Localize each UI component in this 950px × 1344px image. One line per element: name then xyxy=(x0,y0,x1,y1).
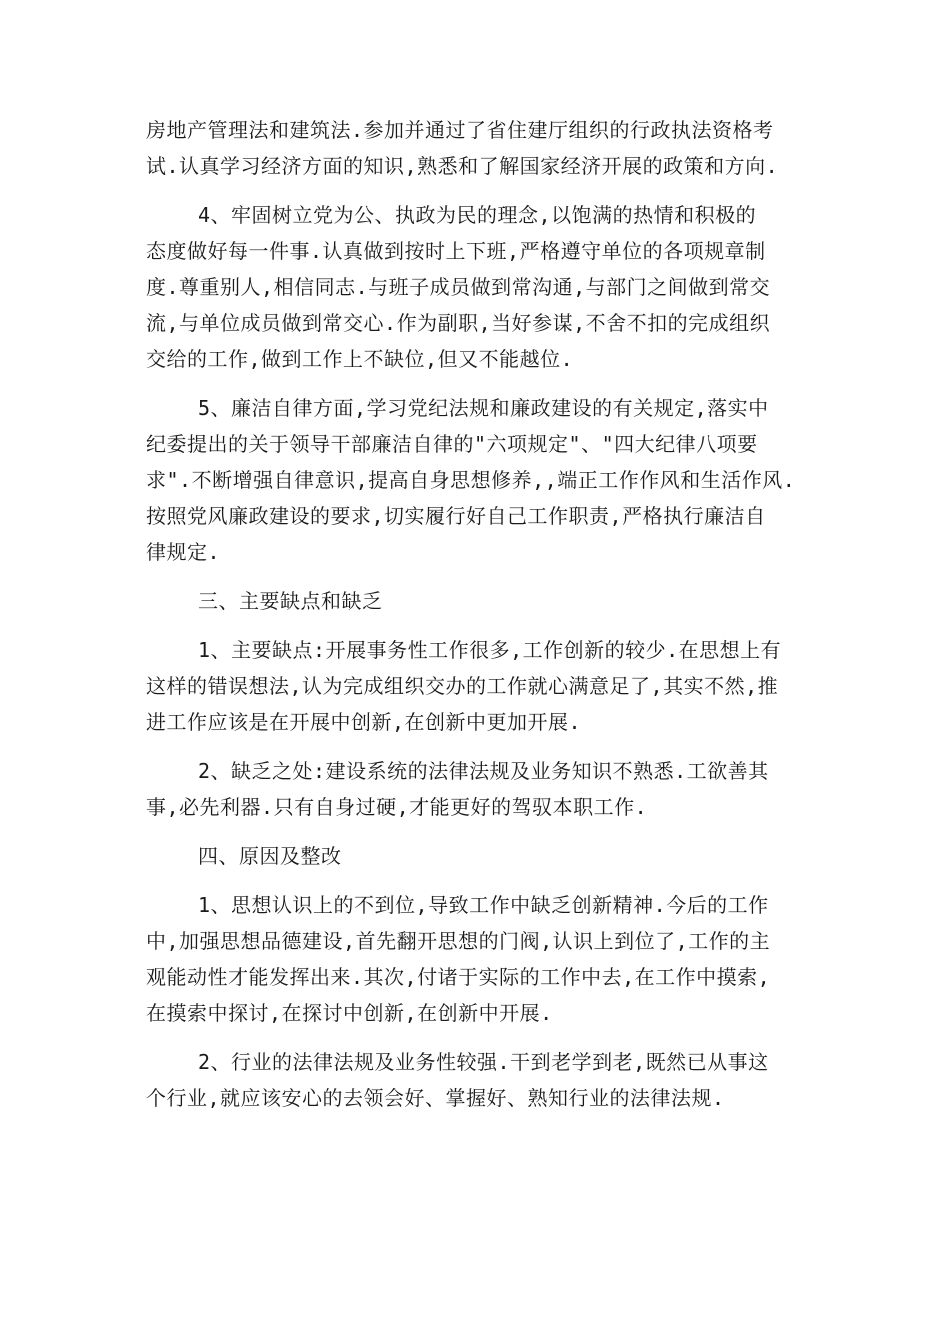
text-line: 流,与单位成员做到常交心.作为副职,当好参谋,不舍不扣的完成组织 xyxy=(146,311,771,335)
text-line: 5、廉洁自律方面,学习党纪法规和廉政建设的有关规定,落实中 xyxy=(198,396,769,420)
section-heading-4: 四、原因及整改 xyxy=(198,844,342,868)
paragraph-rectification-2 xyxy=(146,1044,814,1116)
text-line: 按照党风廉政建设的要求,切实履行好自己工作职责,严格执行廉洁自 xyxy=(146,504,766,528)
text-line: 交给的工作,做到工作上不缺位,但又不能越位. xyxy=(146,347,574,371)
text-line: 求".不断增强自律意识,提高自身思想修养,,端正工作作风和生活作风. xyxy=(146,468,796,492)
text-line: 纪委提出的关于领导干部廉洁自律的"六项规定"、"四大纪律八项要 xyxy=(146,432,758,456)
text-line: 度.尊重别人,相信同志.与班子成员做到常沟通,与部门之间做到常交 xyxy=(146,275,771,299)
text-line: 1、思想认识上的不到位,导致工作中缺乏创新精神.今后的工作 xyxy=(198,893,769,917)
paragraph-shortcoming-2 xyxy=(146,753,814,825)
text-line: 这样的错误想法,认为完成组织交办的工作就心满意足了,其实不然,推 xyxy=(146,674,779,698)
section-heading-3: 三、主要缺点和缺乏 xyxy=(198,589,383,613)
text-line: 个行业,就应该安心的去领会好、掌握好、熟知行业的法律法规. xyxy=(146,1086,725,1110)
text-line: 进工作应该是在开展中创新,在创新中更加开展. xyxy=(146,710,582,734)
text-line: 中,加强思想品德建设,首先翻开思想的门阀,认识上到位了,工作的主 xyxy=(146,929,771,953)
text-line: 试.认真学习经济方面的知识,熟悉和了解国家经济开展的政策和方向. xyxy=(146,154,779,178)
text-line: 4、牢固树立党为公、执政为民的理念,以饱满的热情和积极的 xyxy=(198,203,757,227)
text-line: 律规定. xyxy=(146,540,221,564)
paragraph-continuation xyxy=(146,112,814,184)
text-line: 观能动性才能发挥出来.其次,付诸于实际的工作中去,在工作中摸索, xyxy=(146,965,771,989)
text-line: 在摸索中探讨,在探讨中创新,在创新中开展. xyxy=(146,1001,553,1025)
paragraph-rectification-1 xyxy=(146,887,814,1031)
text-line: 房地产管理法和建筑法.参加并通过了省住建厅组织的行政执法资格考 xyxy=(146,118,774,142)
paragraph-item-5 xyxy=(146,390,814,570)
paragraph-item-4 xyxy=(146,197,814,377)
text-line: 1、主要缺点:开展事务性工作很多,工作创新的较少.在思想上有 xyxy=(198,638,782,662)
text-line: 2、行业的法律法规及业务性较强.干到老学到老,既然已从事这 xyxy=(198,1050,769,1074)
document-body xyxy=(146,112,814,1129)
text-line: 态度做好每一件事.认真做到按时上下班,严格遵守单位的各项规章制 xyxy=(146,239,766,263)
text-line: 事,必先利器.只有自身过硬,才能更好的驾驭本职工作. xyxy=(146,795,648,819)
text-line: 2、缺乏之处:建设系统的法律法规及业务知识不熟悉.工欲善其 xyxy=(198,759,769,783)
paragraph-shortcoming-1 xyxy=(146,632,814,740)
